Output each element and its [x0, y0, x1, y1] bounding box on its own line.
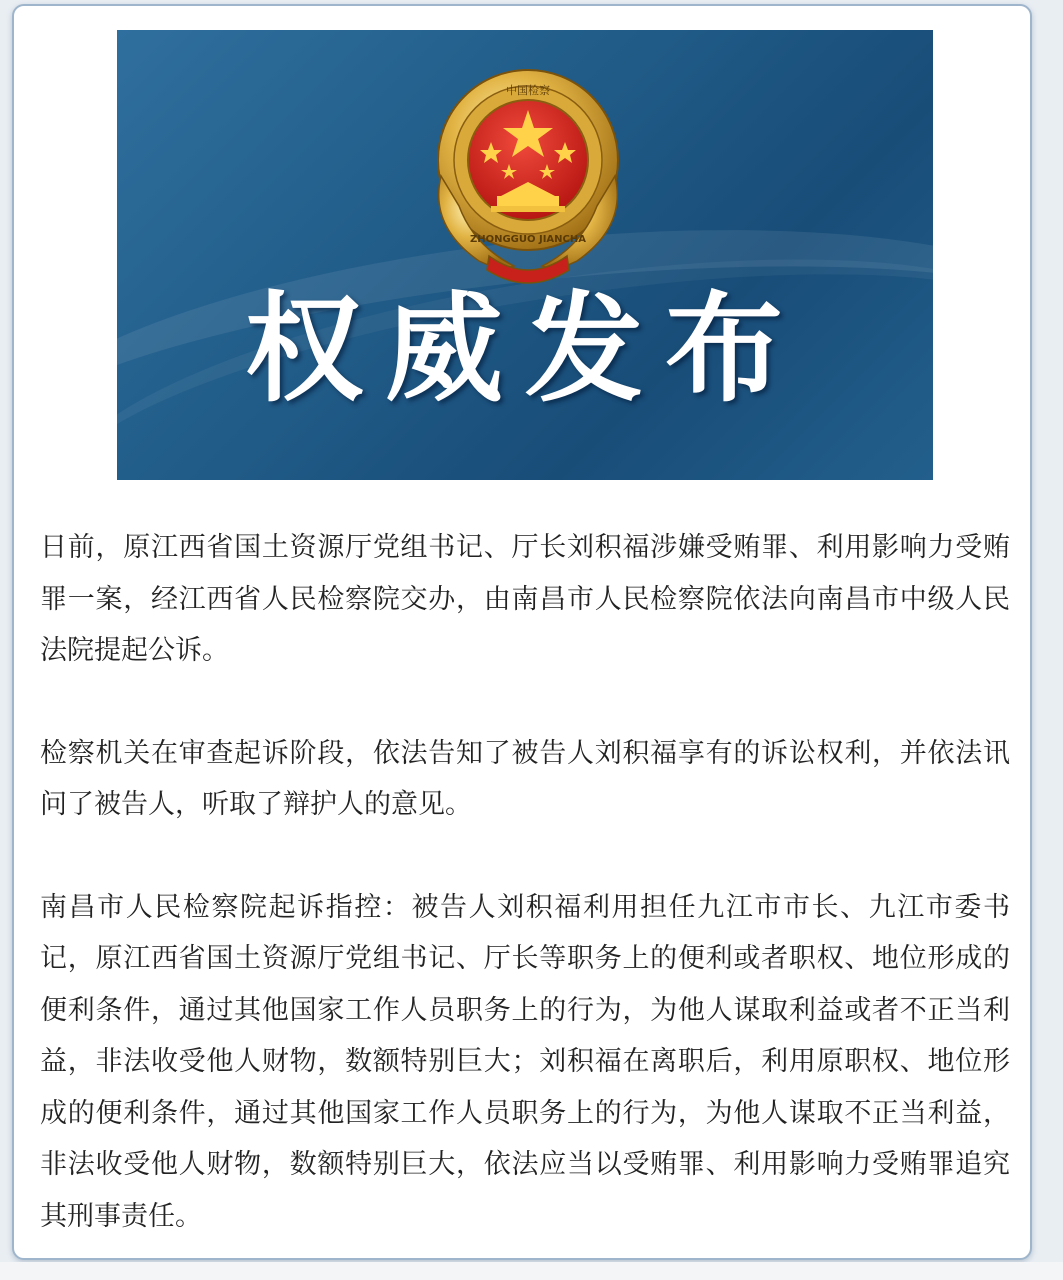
article-paragraph-3: 南昌市人民检察院起诉指控：被告人刘积福利用担任九江市市长、九江市委书记，原江西省国土资源厅党组书记、厅长等职务上的便利或者职权、地位形成的便利条件，通过其他国家工作人员职务上的行为，为他人谋取利益或者不正当利益，非法收受他人财物，数额特别巨大；刘积福在离职后，利用原职权、地位形成的便利条件，通过其他国家工作人员职务上的行为，为他人谋取不正当利益，非法收受他人财物，数额特别巨大，依法应当以受贿罪、利用影响力受贿罪追究其刑事责任。: [40, 891, 1010, 1232]
article-paragraph-1: 日前，原江西省国土资源厅党组书记、厅长刘积福涉嫌受贿罪、利用影响力受贿罪一案，经江西省人民检察院交办，由南昌市人民检察院依法向南昌市中级人民法院提起公诉。: [40, 532, 1010, 666]
emblem-bottom-text: ZHONGGUO JIANCHA: [469, 234, 587, 245]
article-paragraph-2: 检察机关在审查起诉阶段，依法告知了被告人刘积福享有的诉讼权利，并依法讯问了被告人，听取了辩护人的意见。: [40, 737, 1010, 820]
banner-headline: 权威发布: [244, 279, 805, 418]
emblem-top-text: 中国检察: [506, 84, 550, 97]
banner-image: [117, 30, 933, 480]
procuratorate-emblem-icon: [419, 56, 637, 288]
bottom-strip: [0, 1262, 1063, 1280]
article-card: [12, 4, 1032, 1260]
article-body: [40, 522, 1010, 1242]
